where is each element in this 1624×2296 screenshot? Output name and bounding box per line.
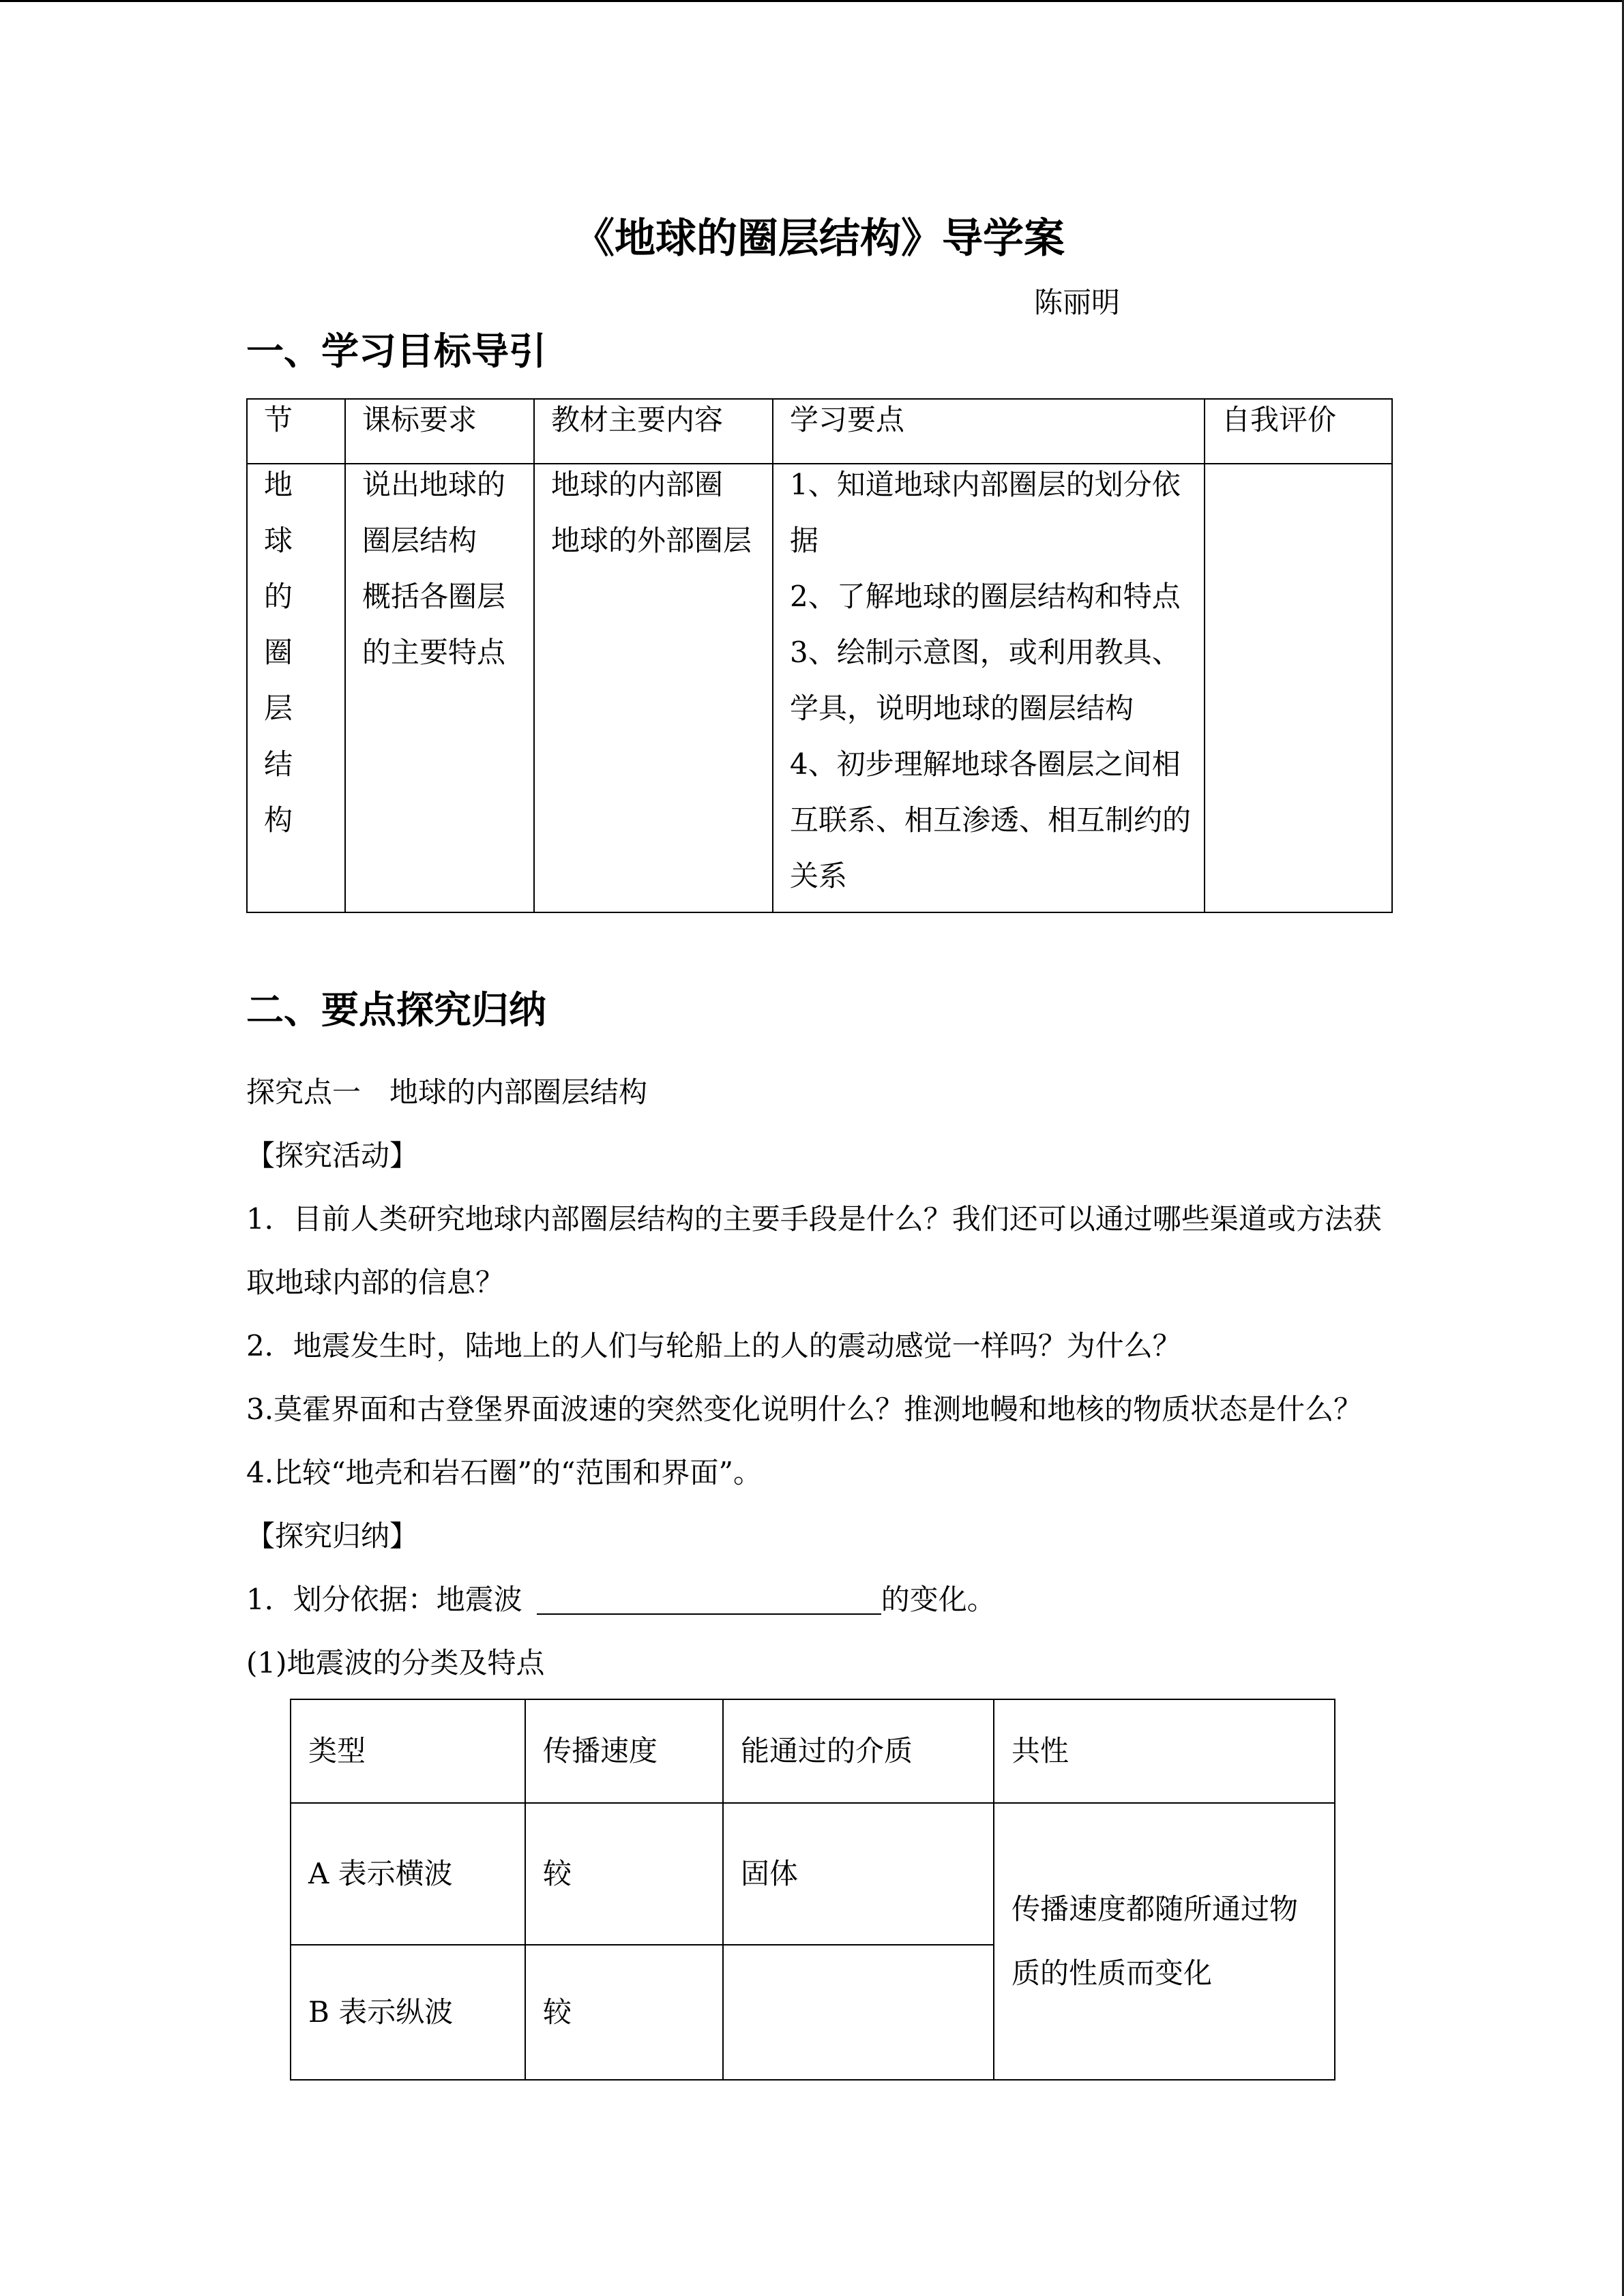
wave-type-cell: A 表示横波 <box>291 1803 525 1945</box>
seismic-wave-table <box>290 1699 1335 2081</box>
author-name: 陈丽明 <box>1034 286 1121 319</box>
content-cell <box>534 464 773 912</box>
objectives-body-row <box>247 464 1392 912</box>
summary-label: 【探究归纳】 <box>246 1519 419 1553</box>
wave-header-speed: 传播速度 <box>525 1699 723 1803</box>
wave-medium-cell: 固体 <box>723 1803 994 1945</box>
document-title: 《地球的圈层结构》导学案 <box>574 215 1065 263</box>
objectives-header-content: 教材主要内容 <box>534 399 773 464</box>
question-item: 2．地震发生时，陆地上的人们与轮船上的人的震动感觉一样吗？为什么？ <box>246 1329 1181 1362</box>
content-item: 地球的内部圈 <box>551 468 724 501</box>
section-name-text: 地球的圈层结构 <box>264 468 293 837</box>
wave-header-common: 共性 <box>994 1699 1335 1803</box>
objectives-header-standards: 课标要求 <box>345 399 534 464</box>
learning-objectives-table <box>246 398 1393 913</box>
section-name-cell <box>247 464 345 912</box>
fill-in-blank <box>537 1585 881 1615</box>
wave-medium-cell <box>723 1945 994 2080</box>
content-item: 地球的外部圈层 <box>551 524 752 557</box>
wave-header-type: 类型 <box>291 1699 525 1803</box>
common-property-cell <box>994 1803 1335 2080</box>
wave-speed-cell: 较 <box>525 1945 723 2080</box>
standards-cell <box>345 464 534 912</box>
inquiry-body <box>246 1060 1399 1695</box>
activity-label: 【探究活动】 <box>246 1139 419 1172</box>
objectives-header-section: 节 <box>247 399 345 464</box>
wave-type-cell: B 表示纵波 <box>291 1945 525 2080</box>
objectives-header-key-points: 学习要点 <box>773 399 1205 464</box>
page-edge-top <box>0 0 1624 2</box>
key-point-item: 4、初步理解地球各圈层之间相互联系、相互渗透、相互制约的关系 <box>790 747 1192 893</box>
division-basis-prefix: 1．划分依据：地震波 <box>246 1583 522 1616</box>
section-heading-inquiry: 二、要点探究归纳 <box>246 988 547 1032</box>
wave-header-row <box>291 1699 1335 1803</box>
division-basis-suffix: 的变化。 <box>881 1583 996 1616</box>
division-basis-line <box>246 1568 1399 1631</box>
key-point-item: 2、了解地球的圈层结构和特点 <box>790 580 1181 613</box>
standard-item: 概括各圈层的主要特点 <box>362 580 506 669</box>
key-point-item: 3、绘制示意图，或利用教具、学具，说明地球的圈层结构 <box>790 636 1181 725</box>
wave-subheading: (1)地震波的分类及特点 <box>246 1646 545 1680</box>
question-item: 1．目前人类研究地球内部圈层结构的主要手段是什么？我们还可以通过哪些渠道或方法获取地球内部的信息？ <box>246 1202 1382 1299</box>
wave-header-medium: 能通过的介质 <box>723 1699 994 1803</box>
question-item: 4.比较“地壳和岩石圈”的“范围和界面”。 <box>246 1456 762 1489</box>
key-points-cell <box>773 464 1205 912</box>
transverse-wave-row <box>291 1803 1335 1945</box>
wave-speed-cell: 较 <box>525 1803 723 1945</box>
objectives-header-row <box>247 399 1392 464</box>
section-heading-objectives: 一、学习目标导引 <box>246 329 547 373</box>
inquiry-topic: 探究点一 地球的内部圈层结构 <box>246 1075 648 1109</box>
standard-item: 说出地球的圈层结构 <box>362 468 506 557</box>
key-point-item: 1、知道地球内部圈层的划分依据 <box>790 468 1181 557</box>
common-property-text: 传播速度都随所通过物质的性质而变化 <box>1012 1892 1299 1990</box>
self-evaluation-cell <box>1205 464 1392 912</box>
objectives-header-self-evaluation: 自我评价 <box>1205 399 1392 464</box>
question-item: 3.莫霍界面和古登堡界面波速的突然变化说明什么？推测地幔和地核的物质状态是什么？ <box>246 1392 1363 1426</box>
